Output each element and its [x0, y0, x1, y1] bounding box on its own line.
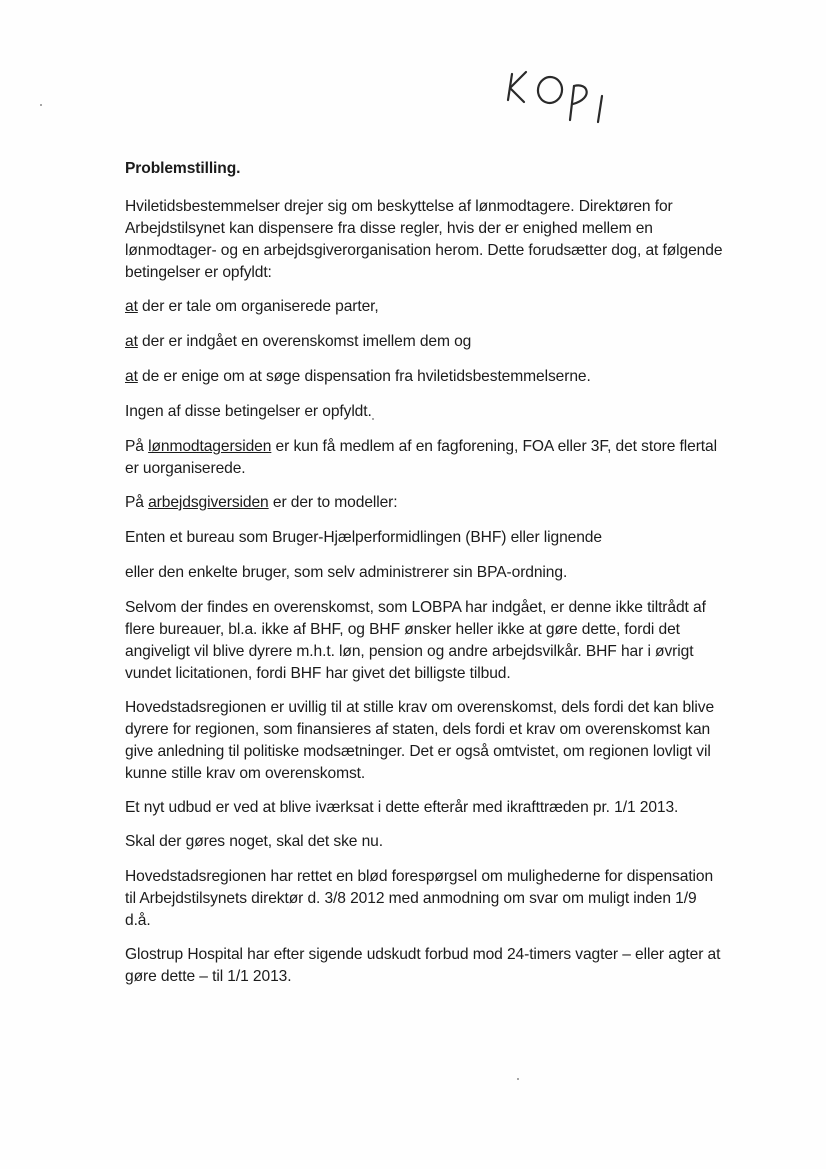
condition-3-text: de er enige om at søge dispensation fra hviletidsbestemmelserne.: [137, 368, 591, 385]
page-title: Problemstilling.: [125, 160, 241, 177]
paragraph-employee-side: [125, 436, 725, 480]
kopi-stamp: [500, 60, 650, 140]
employer-side-prefix: På: [125, 494, 149, 511]
paragraph-model-user: eller den enkelte bruger, som selv administrerer sin BPA-ordning.: [125, 564, 568, 581]
scan-speck: [372, 418, 374, 420]
paragraph-inquiry: Hovedstadsregionen har rettet en blød forespørgsel om mulighederne for dispensation til Arbejdstilsynets direktør d. 3/8 2012 med anmodning om svar om muligt inden 1/9 d.å.: [125, 868, 714, 929]
paragraph-new-tender: Et nyt udbud er ved at blive iværksat i dette efterår med ikrafttræden pr. 1/1 2013.: [125, 799, 679, 816]
paragraph-conditions-unmet: Ingen af disse betingelser er opfyldt.: [125, 403, 372, 420]
condition-1-lead: at: [125, 298, 138, 315]
condition-2: [125, 331, 725, 353]
paragraph-intro: Hviletidsbestemmelser drejer sig om beskyttelse af lønmodtagere. Direktøren for Arbejdstilsynet kan dispensere fra disse regler, hvis der er enighed mellem en lønmodtager- og en arbejdsgiverorganisation herom. Dette forudsætter dog, at følgende betingelser er opfyldt:: [125, 198, 723, 281]
employee-side-text: er kun få medlem af en fagforening, FOA eller 3F, det store flertal er uorganiserede.: [125, 438, 717, 477]
paragraph-employer-side: [125, 492, 725, 514]
condition-3: [125, 366, 725, 388]
paragraph-urgency: Skal der gøres noget, skal det ske nu.: [125, 833, 383, 850]
employer-side-text: er der to modeller:: [268, 494, 398, 511]
paragraph-agreement: Selvom der findes en overenskomst, som LOBPA har indgået, er denne ikke tiltrådt af flere bureauer, bl.a. ikke af BHF, og BHF ønsker heller ikke at gøre dette, fordi det angiveligt vil blive dyrere m.h.t. løn, pension og andre arbejdsvilkår. BHF har i øvrigt vundet licitationen, fordi BHF har givet det billigste tilbud.: [125, 599, 706, 682]
scan-speck: [40, 104, 42, 106]
scan-speck: [517, 1078, 519, 1080]
condition-1: [125, 296, 725, 318]
condition-2-lead: at: [125, 333, 138, 350]
paragraph-glostrup: Glostrup Hospital har efter sigende udskudt forbud mod 24-timers vagter – eller agter at gøre dette – til 1/1 2013.: [125, 946, 721, 985]
employee-side-prefix: På: [125, 438, 149, 455]
condition-2-text: der er indgået en overenskomst imellem dem og: [137, 333, 472, 350]
paragraph-model-bureau: Enten et bureau som Bruger-Hjælperformidlingen (BHF) eller lignende: [125, 529, 602, 546]
employee-side-label: lønmodtagersiden: [148, 438, 272, 455]
document-body: [125, 158, 725, 1000]
paragraph-region: Hovedstadsregionen er uvillig til at stille krav om overenskomst, dels fordi det kan blive dyrere for regionen, som finansieres af staten, dels fordi et krav om overenskomst kan give anledning til politiske modsætninger. Det er også omtvistet, om regionen lovligt vil kunne stille krav om overenskomst.: [125, 699, 715, 782]
condition-1-text: der er tale om organiserede parter,: [137, 298, 379, 315]
employer-side-label: arbejdsgiversiden: [148, 494, 269, 511]
condition-3-lead: at: [125, 368, 138, 385]
